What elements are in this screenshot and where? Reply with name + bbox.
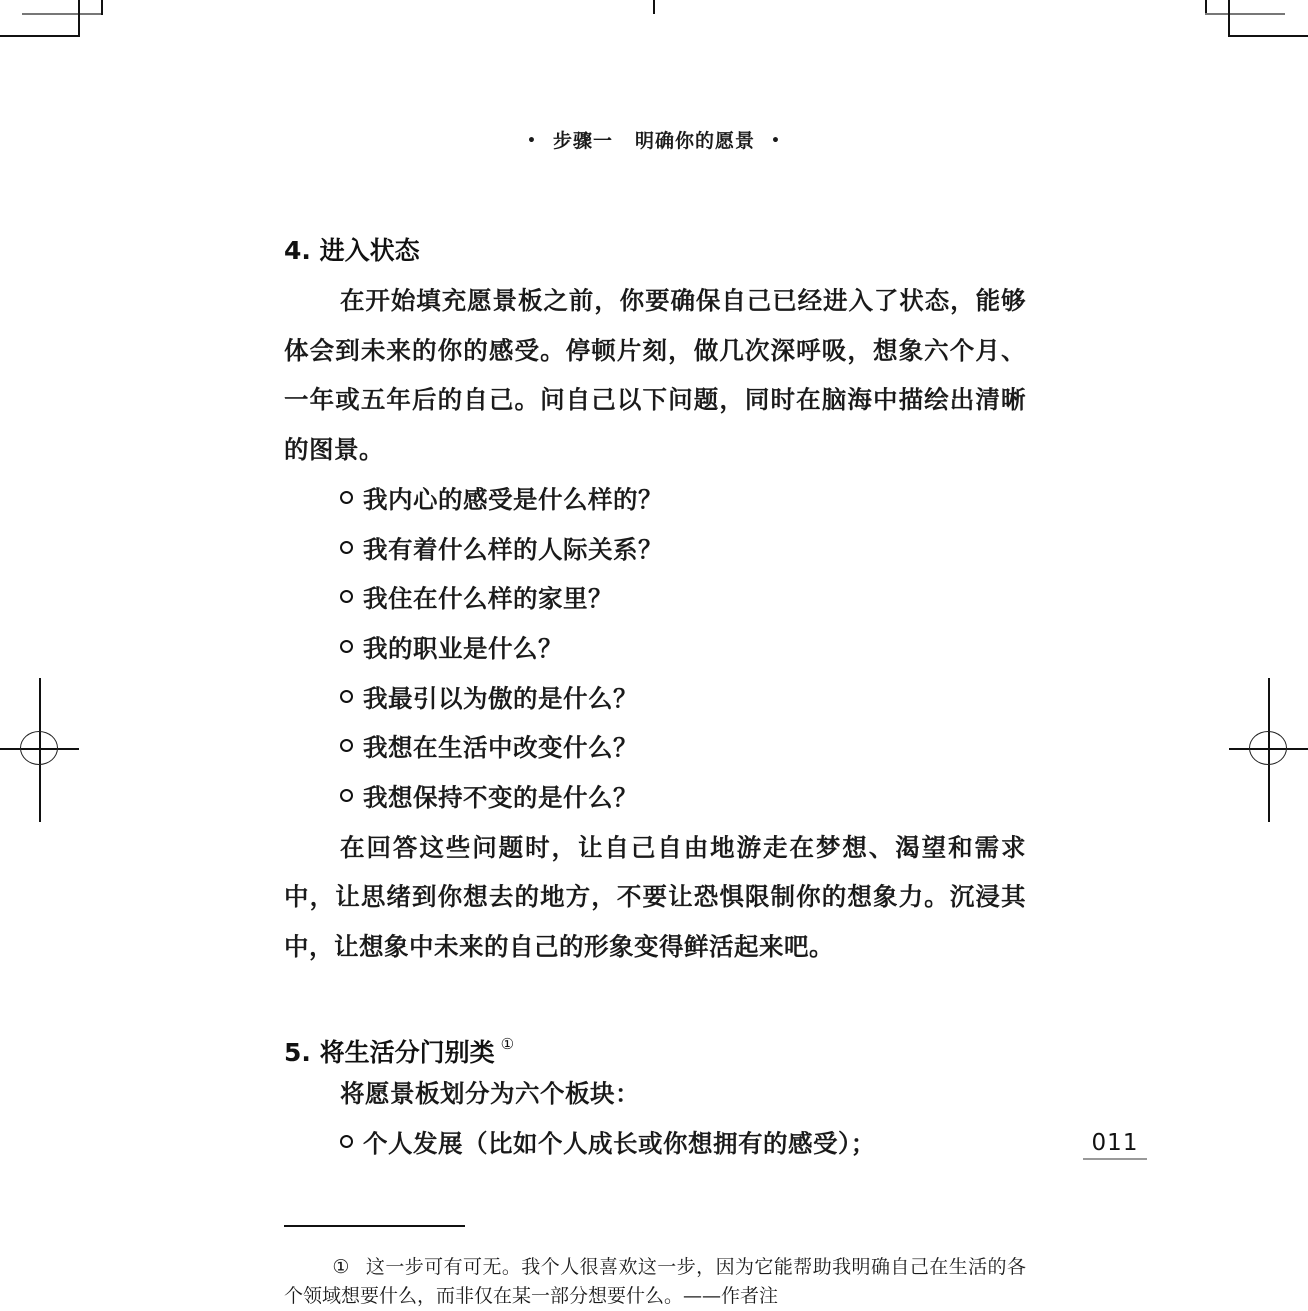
circle-bullet-icon (340, 590, 353, 603)
crop-mark-top-left-v (78, 0, 80, 36)
registration-circle-left (20, 731, 58, 765)
crop-mark-top-center (653, 0, 655, 14)
page-number: 011 (1091, 1130, 1139, 1156)
crop-mark-top-right-h-gray (1205, 13, 1285, 15)
crop-mark-top-right-h (1228, 35, 1308, 37)
footnote-marker: ① (332, 1256, 350, 1278)
circle-bullet-icon (340, 491, 353, 504)
circle-bullet-icon (340, 1135, 353, 1148)
page-content (284, 226, 1026, 1168)
footnote-reference[interactable]: ① (500, 1034, 515, 1053)
question-item: 我有着什么样的人际关系？ (284, 525, 1026, 575)
circle-bullet-icon (340, 541, 353, 554)
running-head-chapter: 步骤一 (552, 130, 613, 152)
crop-mark-top-right-v2 (1228, 0, 1230, 36)
category-item: 个人发展（比如个人成长或你想拥有的感受）； (284, 1119, 1026, 1169)
circle-bullet-icon (340, 640, 353, 653)
crop-mark-top-left-h (0, 35, 80, 37)
registration-circle-right (1249, 731, 1287, 765)
footnote (284, 1253, 1026, 1311)
question-item: 我内心的感受是什么样的？ (284, 475, 1026, 525)
question-item: 我的职业是什么？ (284, 624, 1026, 674)
running-head-right-dot: • (771, 133, 781, 149)
section-4-paragraph-2: 在回答这些问题时，让自己自由地游走在梦想、渴望和需求中，让思绪到你想去的地方，不要让恐惧限制你的想象力。沉浸其中，让想象中未来的自己的形象变得鲜活起来吧。 (284, 832, 1026, 962)
crop-mark-top-left-h-gray (22, 13, 102, 15)
question-item: 我想保持不变的是什么？ (284, 773, 1026, 823)
page-number-underline (1083, 1158, 1147, 1160)
question-item: 我最引以为傲的是什么？ (284, 674, 1026, 724)
section-4-heading: 4. 进入状态 (284, 236, 420, 265)
footnote-text: 这一步可有可无。我个人很喜欢这一步，因为它能帮助我明确自己在生活的各个领域想要什么，而非仅在某一部分想要什么。——作者注 (284, 1256, 1026, 1307)
section-5-heading: 5. 将生活分门别类 ① (284, 1034, 515, 1067)
running-head (0, 126, 1308, 153)
circle-bullet-icon (340, 690, 353, 703)
section-4-paragraph-1: 在开始填充愿景板之前，你要确保自己已经进入了状态，能够体会到未来的你的感受。停顿片刻，做几次深呼吸，想象六个月、一年或五年后的自己。问自己以下问题，同时在脑海中描绘出清晰的图景。 (284, 286, 1026, 465)
circle-bullet-icon (340, 789, 353, 802)
running-head-title: 明确你的愿景 (635, 130, 756, 152)
crop-mark-top-left-v2 (101, 0, 103, 15)
question-item: 我想在生活中改变什么？ (284, 723, 1026, 773)
question-item: 我住在什么样的家里？ (284, 574, 1026, 624)
question-list (284, 475, 1026, 823)
running-head-left-dot: • (527, 133, 537, 149)
circle-bullet-icon (340, 739, 353, 752)
footnote-separator (284, 1225, 465, 1227)
section-5-intro: 将愿景板划分为六个板块： (340, 1078, 640, 1108)
